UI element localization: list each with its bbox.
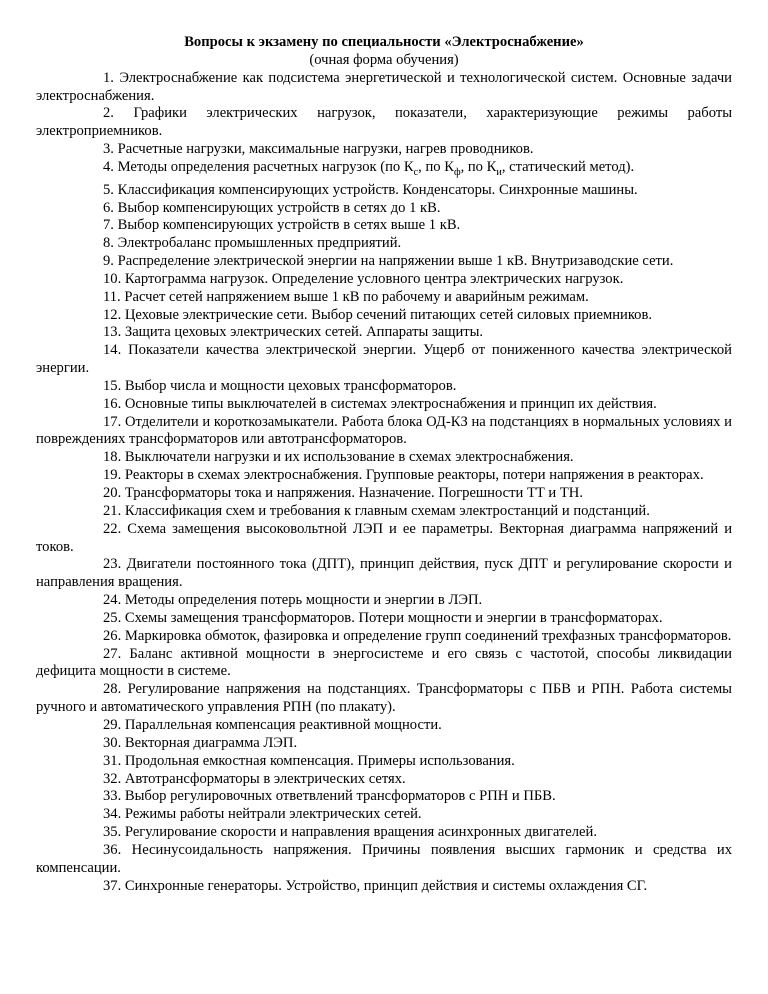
question-item: 5. Классификация компенсирующих устройств. Конденсаторы. Синхронные машины.	[103, 181, 638, 198]
question-item: 4. Методы определения расчетных нагрузок (по $К_с$, по $К_ф$, по $К_и$, статический метод).	[103, 158, 635, 178]
question-item: 16. Основные типы выключателей в системах электроснабжения и принцип их действия.	[103, 395, 657, 412]
question-item: 20. Трансформаторы тока и напряжения. Назначение. Погрешности ТТ и ТН.	[103, 485, 583, 501]
question-item: 24. Методы определения потерь мощности и энергии в ЛЭП.	[103, 592, 483, 609]
question-item: 29. Параллельная компенсация реактивной мощности.	[103, 716, 442, 733]
question-list	[36, 70, 732, 896]
question-item: 26. Маркировка обмоток, фазировка и определение групп соединений трехфазных трансформаторов.	[103, 627, 732, 644]
document-subtitle: (очная форма обучения)	[309, 51, 459, 68]
question-item: 3. Расчетные нагрузки, максимальные нагрузки, нагрев проводников.	[103, 141, 534, 158]
question-item: 28. Регулирование напряжения на подстанциях. Трансформаторы с ПБВ и РПН. Работа системы ручного и автоматического управления РПН (по плакату).	[36, 681, 732, 716]
question-item: 25. Схемы замещения трансформаторов. Потери мощности и энергии в трансформаторах.	[103, 609, 663, 626]
question-item: 6. Выбор компенсирующих устройств в сетях до 1 кВ.	[103, 199, 441, 216]
question-item: 7. Выбор компенсирующих устройств в сетях выше 1 кВ.	[103, 217, 461, 234]
question-item: 12. Цеховые электрические сети. Выбор сечений питающих сетей силовых приемников.	[103, 306, 653, 323]
question-item: 10. Картограмма нагрузок. Определение условного центра электрических нагрузок.	[103, 270, 624, 287]
question-item: 30. Векторная диаграмма ЛЭП.	[103, 734, 298, 751]
question-item: 35. Регулирование скорости и направления вращения асинхронных двигателей.	[103, 824, 597, 841]
question-item: 14. Показатели качества электрической энергии. Ущерб от пониженного качества электрической энергии.	[36, 342, 732, 377]
question-item: 15. Выбор числа и мощности цеховых трансформаторов.	[103, 377, 457, 394]
question-item: 13. Защита цеховых электрических сетей. Аппараты защиты.	[103, 324, 484, 341]
question-item: 33. Выбор регулировочных ответвлений трансформаторов с РПН и ПБВ.	[103, 788, 556, 805]
question-item: 34. Режимы работы нейтрали электрических сетей.	[103, 806, 422, 823]
document-title: Вопросы к экзамену по специальности «Электроснабжение»	[184, 34, 584, 50]
question-item: 22. Схема замещения высоковольтной ЛЭП и ее параметры. Векторная диаграмма напряжений и токов.	[36, 520, 732, 555]
question-item: 23. Двигатели постоянного тока (ДПТ), принцип действия, пуск ДПТ и регулирование скорости и направления вращения.	[36, 556, 732, 591]
question-item: 18. Выключатели нагрузки и их использование в схемах электроснабжения.	[103, 449, 574, 466]
question-item: 9. Распределение электрической энергии на напряжении выше 1 кВ. Внутризаводские сети.	[103, 253, 674, 270]
question-item: 21. Классификация схем и требования к главным схемам электростанций и подстанций.	[103, 502, 650, 519]
question-item: 2. Графики электрических нагрузок, показатели, характеризующие режимы работы электроприемников.	[36, 105, 732, 140]
question-item: 19. Реакторы в схемах электроснабжения. Групповые реакторы, потери напряжения в реакторах.	[103, 467, 704, 484]
question-item: 27. Баланс активной мощности в энергосистеме и его связь с частотой, способы ликвидации дефицита мощности в системе.	[36, 645, 732, 680]
question-item: 31. Продольная емкостная компенсация. Примеры использования.	[103, 752, 515, 769]
question-item: 36. Несинусоидальность напряжения. Причины появления высших гармоник и средства их компенсации.	[36, 841, 732, 876]
question-item: 37. Синхронные генераторы. Устройство, принцип действия и системы охлаждения СГ.	[103, 877, 648, 894]
question-item: 32. Автотрансформаторы в электрических сетях.	[103, 770, 406, 787]
question-item: 17. Отделители и короткозамыкатели. Работа блока ОД-КЗ на подстанциях в нормальных условиях и повреждениях трансформаторов или автотрансформаторов.	[36, 413, 732, 448]
question-item: 1. Электроснабжение как подсистема энергетической и технологической систем. Основные задачи электроснабжения.	[36, 69, 732, 104]
question-item: 8. Электробаланс промышленных предприятий.	[103, 235, 402, 252]
question-item: 11. Расчет сетей напряжением выше 1 кВ по рабочему и аварийным режимам.	[103, 288, 589, 305]
